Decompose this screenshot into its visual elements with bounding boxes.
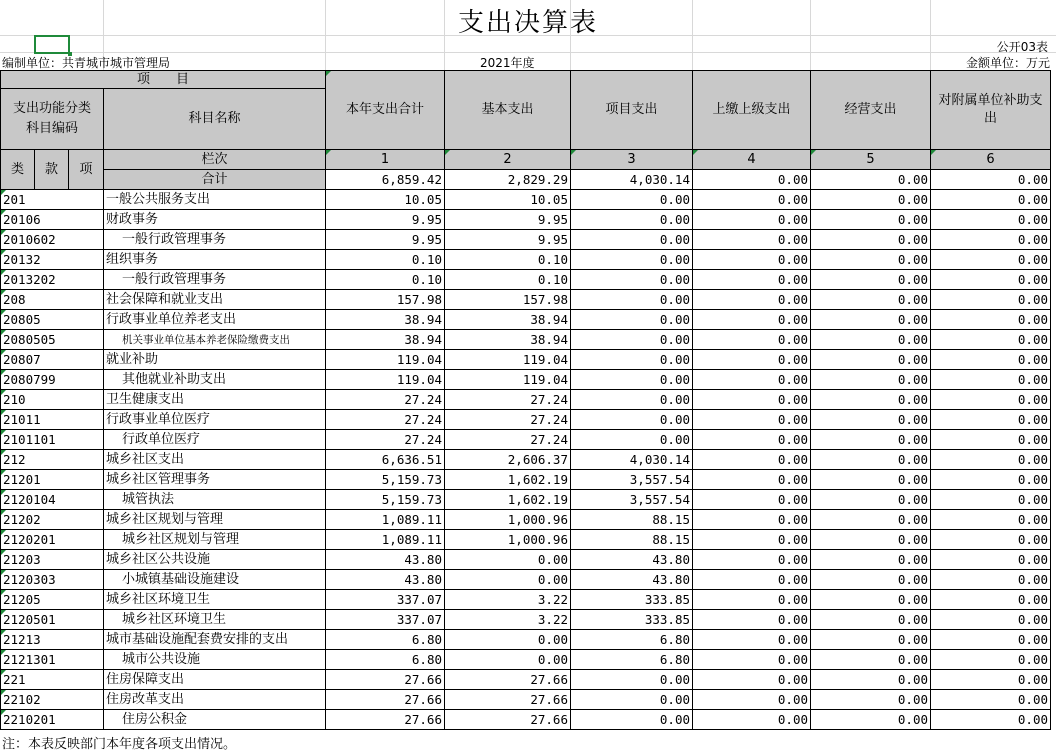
table-row	[1, 650, 1051, 670]
row-value: 0.10	[445, 270, 571, 290]
row-code: 20106	[1, 210, 104, 230]
table-row	[1, 510, 1051, 530]
col-num-5: 5	[811, 150, 931, 170]
row-value: 0.00	[571, 230, 693, 250]
total-cell: 0.00	[931, 170, 1051, 190]
col-num-1: 1	[326, 150, 445, 170]
table-row	[1, 310, 1051, 330]
row-value: 0.00	[445, 650, 571, 670]
row-subject-name: 一般公共服务支出	[104, 190, 326, 210]
row-subject-name: 城市基础设施配套费安排的支出	[104, 630, 326, 650]
row-value: 38.94	[326, 310, 445, 330]
row-value: 0.00	[693, 610, 811, 630]
row-value: 0.00	[811, 670, 931, 690]
col-num-3: 3	[571, 150, 693, 170]
unit-label: 编制单位：共青城市城市管理局	[2, 56, 171, 70]
row-value: 0.00	[811, 250, 931, 270]
row-value: 0.00	[571, 310, 693, 330]
row-value: 119.04	[445, 370, 571, 390]
row-value: 0.00	[931, 470, 1051, 490]
row-value: 0.00	[693, 330, 811, 350]
row-subject-name: 组织事务	[104, 250, 326, 270]
row-value: 27.66	[326, 690, 445, 710]
row-subject-name: 住房改革支出	[104, 690, 326, 710]
row-value: 157.98	[326, 290, 445, 310]
row-value: 0.00	[693, 390, 811, 410]
row-value: 0.00	[811, 510, 931, 530]
row-value: 0.00	[693, 290, 811, 310]
row-value: 6,636.51	[326, 450, 445, 470]
row-code: 20805	[1, 310, 104, 330]
row-value: 43.80	[571, 570, 693, 590]
row-value: 0.00	[571, 670, 693, 690]
row-value: 0.00	[931, 190, 1051, 210]
row-value: 0.00	[693, 230, 811, 250]
row-value: 0.00	[811, 290, 931, 310]
row-value: 0.00	[693, 510, 811, 530]
row-code: 2101101	[1, 430, 104, 450]
row-code: 210	[1, 390, 104, 410]
row-value: 1,000.96	[445, 510, 571, 530]
table-row	[1, 550, 1051, 570]
row-value: 0.00	[931, 610, 1051, 630]
row-value: 0.00	[693, 350, 811, 370]
row-value: 0.00	[693, 550, 811, 570]
header-kuan: 款	[35, 150, 69, 190]
row-value: 0.00	[693, 210, 811, 230]
row-subject-name: 城市公共设施	[104, 650, 326, 670]
row-value: 157.98	[445, 290, 571, 310]
header-heji: 合计	[104, 170, 326, 190]
row-value: 0.00	[811, 490, 931, 510]
row-value: 0.10	[326, 270, 445, 290]
row-subject-name: 一般行政管理事务	[104, 230, 326, 250]
row-subject-name: 其他就业补助支出	[104, 370, 326, 390]
row-value: 0.00	[811, 190, 931, 210]
row-value: 27.66	[445, 690, 571, 710]
row-value: 0.00	[931, 210, 1051, 230]
col-header-1: 本年支出合计	[326, 71, 445, 150]
row-value: 43.80	[326, 550, 445, 570]
row-value: 0.00	[571, 290, 693, 310]
row-value: 0.00	[931, 250, 1051, 270]
expenditure-table	[0, 70, 1051, 730]
row-subject-name: 城乡社区公共设施	[104, 550, 326, 570]
row-value: 0.00	[811, 470, 931, 490]
row-value: 10.05	[326, 190, 445, 210]
row-code: 201	[1, 190, 104, 210]
table-row	[1, 210, 1051, 230]
row-value: 0.00	[445, 570, 571, 590]
header-xiang: 项	[69, 150, 104, 190]
row-value: 0.00	[931, 430, 1051, 450]
total-cell: 0.00	[693, 170, 811, 190]
table-row	[1, 410, 1051, 430]
col-header-6: 对附属单位补助支出	[931, 71, 1051, 150]
table-row	[1, 230, 1051, 250]
table-row	[1, 190, 1051, 210]
col-num-6: 6	[931, 150, 1051, 170]
row-value: 0.00	[693, 270, 811, 290]
row-value: 0.00	[811, 530, 931, 550]
row-code: 20807	[1, 350, 104, 370]
row-value: 0.00	[693, 630, 811, 650]
row-value: 0.00	[811, 590, 931, 610]
row-value: 1,000.96	[445, 530, 571, 550]
row-value: 38.94	[326, 330, 445, 350]
header-subject-name: 科目名称	[104, 89, 326, 150]
row-code: 212	[1, 450, 104, 470]
row-value: 0.00	[693, 530, 811, 550]
row-value: 0.00	[811, 230, 931, 250]
row-value: 1,602.19	[445, 470, 571, 490]
row-value: 38.94	[445, 310, 571, 330]
row-value: 0.00	[571, 410, 693, 430]
row-value: 0.00	[571, 370, 693, 390]
row-value: 0.00	[931, 330, 1051, 350]
total-cell: 0.00	[811, 170, 931, 190]
row-code: 2120104	[1, 490, 104, 510]
row-value: 0.00	[931, 370, 1051, 390]
row-value: 27.24	[445, 390, 571, 410]
year-label: 2021年度	[480, 56, 535, 70]
row-value: 0.00	[811, 650, 931, 670]
row-value: 333.85	[571, 590, 693, 610]
table-row	[1, 590, 1051, 610]
table-row	[1, 490, 1051, 510]
row-value: 0.00	[931, 510, 1051, 530]
row-code: 208	[1, 290, 104, 310]
row-value: 0.00	[931, 690, 1051, 710]
row-value: 27.66	[326, 710, 445, 730]
row-value: 0.00	[931, 630, 1051, 650]
row-value: 333.85	[571, 610, 693, 630]
row-value: 119.04	[445, 350, 571, 370]
row-subject-name: 行政事业单位医疗	[104, 410, 326, 430]
form-code: 公开03表	[996, 40, 1048, 54]
row-value: 43.80	[571, 550, 693, 570]
header-lanci: 栏次	[104, 150, 326, 170]
row-value: 27.66	[445, 710, 571, 730]
row-value: 1,089.11	[326, 530, 445, 550]
row-code: 21011	[1, 410, 104, 430]
row-value: 119.04	[326, 370, 445, 390]
row-value: 1,089.11	[326, 510, 445, 530]
table-row	[1, 690, 1051, 710]
row-value: 0.00	[693, 490, 811, 510]
row-code: 2080799	[1, 370, 104, 390]
row-value: 0.00	[571, 710, 693, 730]
row-code: 2120303	[1, 570, 104, 590]
table-row	[1, 250, 1051, 270]
table-row	[1, 450, 1051, 470]
row-subject-name: 小城镇基础设施建设	[104, 570, 326, 590]
row-value: 0.00	[931, 450, 1051, 470]
row-value: 43.80	[326, 570, 445, 590]
row-value: 9.95	[445, 230, 571, 250]
row-code: 21202	[1, 510, 104, 530]
row-value: 0.00	[571, 350, 693, 370]
row-value: 0.00	[931, 710, 1051, 730]
col-header-2: 基本支出	[445, 71, 571, 150]
row-code: 2121301	[1, 650, 104, 670]
table-row	[1, 290, 1051, 310]
row-value: 0.00	[571, 250, 693, 270]
row-code: 2120501	[1, 610, 104, 630]
table-row	[1, 370, 1051, 390]
row-value: 0.00	[571, 330, 693, 350]
footnote: 注：本表反映部门本年度各项支出情况。	[2, 737, 237, 752]
table-row	[1, 570, 1051, 590]
row-subject-name: 卫生健康支出	[104, 390, 326, 410]
row-value: 1,602.19	[445, 490, 571, 510]
row-value: 0.00	[931, 410, 1051, 430]
row-value: 9.95	[326, 230, 445, 250]
row-value: 0.00	[571, 210, 693, 230]
row-value: 0.00	[811, 550, 931, 570]
row-value: 0.00	[931, 390, 1051, 410]
row-value: 0.00	[693, 430, 811, 450]
row-value: 0.00	[811, 430, 931, 450]
row-value: 3,557.54	[571, 490, 693, 510]
row-code: 21205	[1, 590, 104, 610]
row-subject-name: 城乡社区支出	[104, 450, 326, 470]
row-subject-name: 行政单位医疗	[104, 430, 326, 450]
row-value: 0.00	[811, 210, 931, 230]
table-row	[1, 330, 1051, 350]
row-value: 0.00	[931, 650, 1051, 670]
row-value: 27.24	[326, 390, 445, 410]
total-cell: 2,829.29	[445, 170, 571, 190]
row-value: 0.00	[693, 410, 811, 430]
row-value: 0.00	[811, 270, 931, 290]
row-value: 0.00	[931, 350, 1051, 370]
row-value: 0.00	[571, 390, 693, 410]
row-value: 10.05	[445, 190, 571, 210]
row-value: 0.10	[326, 250, 445, 270]
col-header-4: 上缴上级支出	[693, 71, 811, 150]
row-value: 38.94	[445, 330, 571, 350]
col-num-4: 4	[693, 150, 811, 170]
total-cell: 4,030.14	[571, 170, 693, 190]
row-subject-name: 城乡社区环境卫生	[104, 590, 326, 610]
row-code: 21213	[1, 630, 104, 650]
row-subject-name: 城乡社区管理事务	[104, 470, 326, 490]
row-subject-name: 城乡社区规划与管理	[104, 510, 326, 530]
row-value: 0.00	[811, 710, 931, 730]
row-value: 337.07	[326, 610, 445, 630]
table-row	[1, 430, 1051, 450]
row-value: 0.00	[931, 310, 1051, 330]
row-code: 2080505	[1, 330, 104, 350]
row-value: 0.00	[445, 550, 571, 570]
row-value: 0.00	[931, 270, 1051, 290]
row-subject-name: 城管执法	[104, 490, 326, 510]
row-subject-name: 住房公积金	[104, 710, 326, 730]
row-value: 0.00	[693, 590, 811, 610]
currency-label: 金额单位：万元	[965, 56, 1050, 70]
row-value: 88.15	[571, 510, 693, 530]
row-code: 21203	[1, 550, 104, 570]
row-value: 6.80	[326, 650, 445, 670]
row-value: 0.00	[931, 490, 1051, 510]
col-header-5: 经营支出	[811, 71, 931, 150]
header-func-code: 支出功能分类 科目编码	[1, 89, 104, 150]
row-value: 9.95	[445, 210, 571, 230]
row-value: 0.00	[571, 190, 693, 210]
row-value: 0.00	[693, 450, 811, 470]
row-value: 0.00	[931, 590, 1051, 610]
selected-cell[interactable]	[34, 35, 70, 54]
row-value: 0.00	[693, 710, 811, 730]
row-value: 0.00	[811, 410, 931, 430]
row-subject-name: 城乡社区规划与管理	[104, 530, 326, 550]
row-subject-name: 社会保障和就业支出	[104, 290, 326, 310]
table-row	[1, 470, 1051, 490]
row-value: 27.66	[326, 670, 445, 690]
table-row	[1, 350, 1051, 370]
table-row	[1, 610, 1051, 630]
row-value: 88.15	[571, 530, 693, 550]
col-header-3: 项目支出	[571, 71, 693, 150]
row-value: 0.00	[693, 650, 811, 670]
row-value: 3.22	[445, 610, 571, 630]
col-num-2: 2	[445, 150, 571, 170]
row-code: 2010602	[1, 230, 104, 250]
table-row	[1, 710, 1051, 730]
row-subject-name: 行政事业单位养老支出	[104, 310, 326, 330]
row-value: 0.00	[693, 250, 811, 270]
row-subject-name: 机关事业单位基本养老保险缴费支出	[104, 330, 326, 350]
row-value: 27.24	[445, 410, 571, 430]
row-subject-name: 财政事务	[104, 210, 326, 230]
table-row	[1, 270, 1051, 290]
table-row	[1, 390, 1051, 410]
row-value: 4,030.14	[571, 450, 693, 470]
row-value: 0.00	[811, 350, 931, 370]
row-value: 337.07	[326, 590, 445, 610]
row-value: 0.00	[811, 610, 931, 630]
row-value: 0.00	[693, 370, 811, 390]
total-cell: 6,859.42	[326, 170, 445, 190]
row-value: 0.00	[811, 370, 931, 390]
row-value: 0.00	[811, 330, 931, 350]
table-row	[1, 530, 1051, 550]
row-code: 21201	[1, 470, 104, 490]
row-value: 0.00	[931, 570, 1051, 590]
row-value: 0.00	[931, 550, 1051, 570]
header-xiangmu: 项 目	[1, 71, 326, 89]
row-value: 3.22	[445, 590, 571, 610]
row-value: 27.24	[326, 410, 445, 430]
row-value: 119.04	[326, 350, 445, 370]
row-value: 0.00	[811, 450, 931, 470]
row-code: 221	[1, 670, 104, 690]
row-value: 0.00	[811, 690, 931, 710]
row-value: 0.00	[693, 670, 811, 690]
row-value: 0.00	[931, 290, 1051, 310]
row-value: 0.00	[693, 470, 811, 490]
row-subject-name: 城乡社区环境卫生	[104, 610, 326, 630]
row-value: 5,159.73	[326, 470, 445, 490]
row-value: 3,557.54	[571, 470, 693, 490]
row-value: 0.00	[571, 690, 693, 710]
page-title: 支出决算表	[457, 8, 598, 38]
row-value: 2,606.37	[445, 450, 571, 470]
grid-line	[0, 52, 1056, 53]
row-value: 5,159.73	[326, 490, 445, 510]
row-subject-name: 就业补助	[104, 350, 326, 370]
row-value: 6.80	[571, 630, 693, 650]
table-row	[1, 630, 1051, 650]
row-value: 0.00	[571, 270, 693, 290]
row-code: 2210201	[1, 710, 104, 730]
row-value: 0.00	[811, 390, 931, 410]
row-value: 0.00	[445, 630, 571, 650]
row-value: 0.00	[693, 570, 811, 590]
row-code: 22102	[1, 690, 104, 710]
row-value: 6.80	[326, 630, 445, 650]
row-value: 27.66	[445, 670, 571, 690]
row-value: 0.00	[811, 630, 931, 650]
row-value: 0.00	[931, 530, 1051, 550]
row-value: 0.00	[931, 670, 1051, 690]
table-row	[1, 670, 1051, 690]
row-value: 0.00	[931, 230, 1051, 250]
row-code: 2120201	[1, 530, 104, 550]
row-value: 9.95	[326, 210, 445, 230]
row-subject-name: 一般行政管理事务	[104, 270, 326, 290]
row-code: 20132	[1, 250, 104, 270]
header-lei: 类	[1, 150, 35, 190]
row-value: 0.00	[571, 430, 693, 450]
row-code: 2013202	[1, 270, 104, 290]
row-value: 27.24	[326, 430, 445, 450]
row-value: 0.00	[811, 570, 931, 590]
row-value: 0.00	[693, 690, 811, 710]
row-value: 0.00	[693, 310, 811, 330]
row-value: 0.00	[693, 190, 811, 210]
row-value: 6.80	[571, 650, 693, 670]
row-value: 0.10	[445, 250, 571, 270]
row-subject-name: 住房保障支出	[104, 670, 326, 690]
row-value: 27.24	[445, 430, 571, 450]
row-value: 0.00	[811, 310, 931, 330]
